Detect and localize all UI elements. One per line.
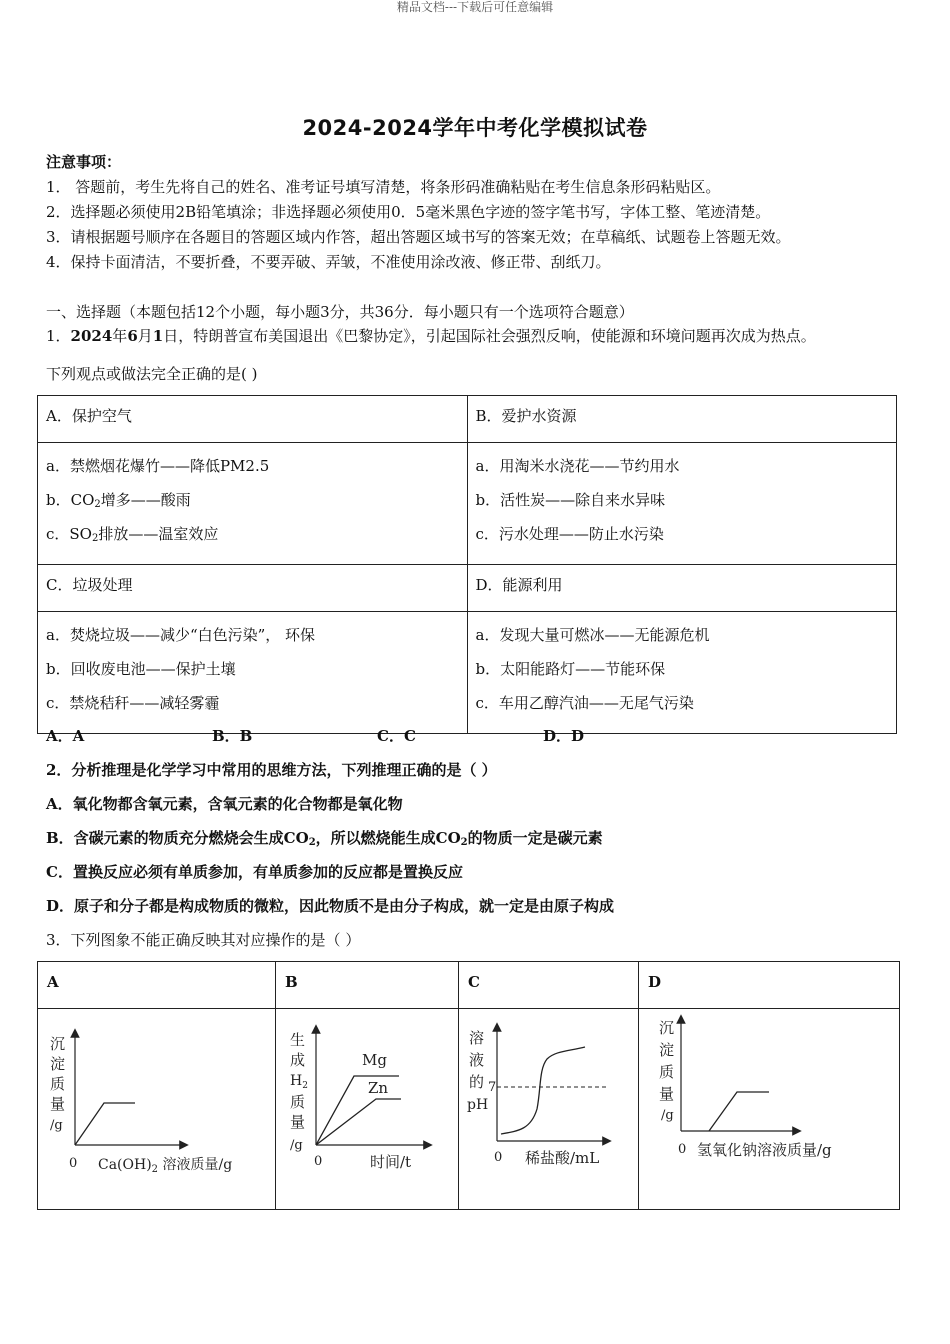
graph-a-cell (38, 1009, 276, 1210)
graph-d (639, 1009, 899, 1205)
graph-a-xlabel-pre: Ca(OH) (98, 1157, 152, 1173)
graph-d-cell (639, 1009, 900, 1210)
q1-a-item-c (46, 517, 459, 551)
graph-b-origin: 0 (314, 1154, 323, 1169)
graph-d-curve (709, 1092, 769, 1131)
graph-d-ylabel-1: 沉 (659, 1019, 675, 1037)
graph-a-curve (75, 1103, 135, 1145)
q1-a-item-b (46, 483, 459, 517)
graph-b-cell (276, 1009, 459, 1210)
notice-item-1: 1． 答题前，考生先将自己的姓名、准考证号填写清楚，将条形码准确粘贴在考生信息条形码粘贴区。 (46, 178, 721, 196)
graph-d-origin: 0 (678, 1142, 687, 1157)
q2-choice-c[interactable]: C．置换反应必须有单质参加，有单质参加的反应都是置换反应 (46, 863, 463, 881)
notice-item-3: 3．请根据题号顺序在各题目的答题区域内作答，超出答题区域书写的答案无效；在草稿纸、试题卷上答题无效。 (46, 228, 791, 246)
graph-c-ylabel-4: pH (467, 1097, 489, 1113)
q2-b-sub1: 2 (308, 837, 316, 848)
graph-a-xlabel (98, 1156, 232, 1175)
graph-a-xlabel-sub: 2 (151, 1164, 159, 1175)
q1-mid2: 月 (137, 327, 153, 345)
notice-item-4: 4．保持卡面清洁，不要折叠，不要弄破、弄皱，不准使用涂改液、修正带、刮纸刀。 (46, 253, 611, 271)
q3-head-b[interactable]: B (276, 962, 459, 1009)
q3-head-d[interactable]: D (639, 962, 900, 1009)
graph-b-ylabel-5: 量 (290, 1113, 306, 1131)
q1-year: 2024 (70, 327, 113, 345)
q1-choice-d[interactable]: D．D (543, 727, 585, 745)
q1-body-d (467, 612, 897, 734)
graph-a-ylabel-3: 质 (50, 1075, 66, 1093)
q1-stem-line2: 下列观点或做法完全正确的是( ) (46, 365, 258, 383)
graph-b-ylabel-2: 成 (290, 1051, 306, 1069)
q3-head-c[interactable]: C (459, 962, 639, 1009)
graph-a-ylabel-5: /g (50, 1118, 63, 1133)
graph-b-ylabel-6: /g (290, 1138, 303, 1153)
graph-b-ylabel-1: 生 (290, 1031, 306, 1049)
q1-d-item-c: c．车用乙醇汽油——无尾气污染 (475, 694, 694, 712)
q1-b-item-b: b．活性炭——除自来水异味 (475, 491, 666, 509)
q3-head-a[interactable]: A (38, 962, 276, 1009)
graph-b-ylabel-3 (290, 1073, 308, 1091)
q2-choice-b[interactable] (46, 828, 603, 853)
q1-a-b-pre: b．CO (46, 491, 95, 509)
graph-b-ylabel-3-sub: 2 (302, 1081, 308, 1091)
graph-b-xlabel: 时间/t (370, 1153, 412, 1171)
q1-a-c-post: 排放——温室效应 (98, 525, 219, 543)
q1-a-c-pre: c．SO (46, 525, 92, 543)
q2-b-pre: B．含碳元素的物质充分燃烧会生成CO (46, 829, 309, 847)
graph-a-origin: 0 (69, 1156, 78, 1171)
graph-d-ylabel-5: /g (661, 1108, 674, 1123)
q1-choice-c[interactable]: C．C (377, 727, 416, 745)
q2-choice-a[interactable]: A．氧化物都含氧元素，含氧元素的化合物都是氧化物 (46, 795, 403, 813)
q1-suffix: 日，特朗普宣布美国退出《巴黎协定》，引起国际社会强烈反响，使能源和环境问题再次成为热点。 (163, 327, 816, 345)
graph-b-ylabel-3-main: H (290, 1073, 303, 1089)
q1-choice-a[interactable]: A．A (46, 727, 85, 745)
q1-options-table (37, 395, 897, 734)
q1-prefix: 1． (46, 327, 71, 345)
q2-choice-d[interactable]: D．原子和分子都是构成物质的微粒，因此物质不是由分子构成，就一定是由原子构成 (46, 897, 615, 915)
q1-body-b (467, 443, 897, 565)
graph-d-ylabel-3: 质 (659, 1063, 675, 1081)
graph-d-xlabel: 氢氧化钠溶液质量/g (697, 1141, 832, 1159)
q1-b-item-c: c．污水处理——防止水污染 (475, 525, 664, 543)
q1-d-item-b: b．太阳能路灯——节能环保 (475, 660, 666, 678)
graph-c-curve (501, 1047, 585, 1134)
graph-b (276, 1009, 458, 1205)
q2-stem: 2．分析推理是化学学习中常用的思维方法，下列推理正确的是（ ） (46, 761, 497, 779)
q1-d-item-a: a．发现大量可燃冰——无能源危机 (475, 626, 710, 644)
graph-c (459, 1009, 638, 1205)
q1-a-item-a: a．禁燃烟花爆竹——降低PM2.5 (46, 457, 270, 475)
q1-a-b-post: 增多——酸雨 (100, 491, 191, 509)
graph-b-mg-label: Mg (362, 1051, 387, 1069)
graph-c-origin: 0 (494, 1150, 503, 1165)
q1-head-d: D．能源利用 (467, 565, 897, 612)
q2-b-sub2: 2 (460, 837, 468, 848)
graph-a (38, 1009, 275, 1205)
graph-c-ylabel-1: 溶 (469, 1029, 485, 1047)
graph-b-ylabel-4: 质 (290, 1093, 306, 1111)
q1-c-item-a: a．焚烧垃圾——减少“白色污染”， 环保 (46, 626, 316, 644)
q1-head-a: A．保护空气 (38, 396, 468, 443)
q1-choice-b[interactable]: B．B (212, 727, 253, 745)
q3-stem: 3．下列图象不能正确反映其对应操作的是（ ） (46, 931, 361, 949)
notice-item-2: 2．选择题必须使用2B铅笔填涂；非选择题必须使用0．5毫米黑色字迹的签字笔书写，字体工整、笔迹清楚。 (46, 203, 771, 221)
q1-c-item-b: b．回收废电池——保护土壤 (46, 660, 236, 678)
q1-mid1: 年 (112, 327, 128, 345)
page-title: 2024-2024学年中考化学模拟试卷 (302, 116, 648, 140)
q1-body-c (38, 612, 468, 734)
graph-c-ylabel-2: 液 (469, 1051, 485, 1069)
header-note: 精品文档---下载后可任意编辑 (396, 0, 554, 14)
notice-heading: 注意事项： (46, 153, 122, 171)
q2-b-post: 的物质一定是碳元素 (467, 829, 603, 847)
q3-graphs-table (37, 961, 900, 1210)
section1-heading: 一、选择题（本题包括12个小题，每小题3分，共36分．每小题只有一个选项符合题意） (46, 303, 634, 321)
q1-b-item-a: a．用淘米水浇花——节约用水 (475, 457, 680, 475)
graph-a-ylabel-1: 沉 (50, 1035, 66, 1053)
graph-a-ylabel-4: 量 (50, 1095, 66, 1113)
q1-day: 1 (152, 327, 164, 345)
q1-body-a (38, 443, 468, 565)
q1-a-c-sub: 2 (91, 533, 99, 544)
graph-a-xlabel-post: 溶液质量/g (158, 1157, 233, 1173)
q1-head-c: C．垃圾处理 (38, 565, 468, 612)
graph-d-ylabel-2: 淀 (659, 1041, 675, 1059)
graph-c-ylabel-3: 的 (469, 1073, 485, 1091)
q2-b-mid: ，所以燃烧能生成CO (315, 829, 461, 847)
q1-c-item-c: c．禁烧秸秆——减轻雾霾 (46, 694, 220, 712)
q1-month: 6 (127, 327, 138, 345)
graph-c-xlabel: 稀盐酸/mL (525, 1149, 600, 1167)
graph-c-cell (459, 1009, 639, 1210)
graph-b-zn-label: Zn (368, 1079, 389, 1097)
q1-a-b-sub: 2 (94, 499, 101, 510)
graph-c-seven: 7 (488, 1080, 497, 1095)
q1-head-b: B．爱护水资源 (467, 396, 897, 443)
q1-stem-line1 (46, 326, 816, 346)
graph-a-ylabel-2: 淀 (50, 1055, 66, 1073)
graph-d-ylabel-4: 量 (659, 1085, 675, 1103)
